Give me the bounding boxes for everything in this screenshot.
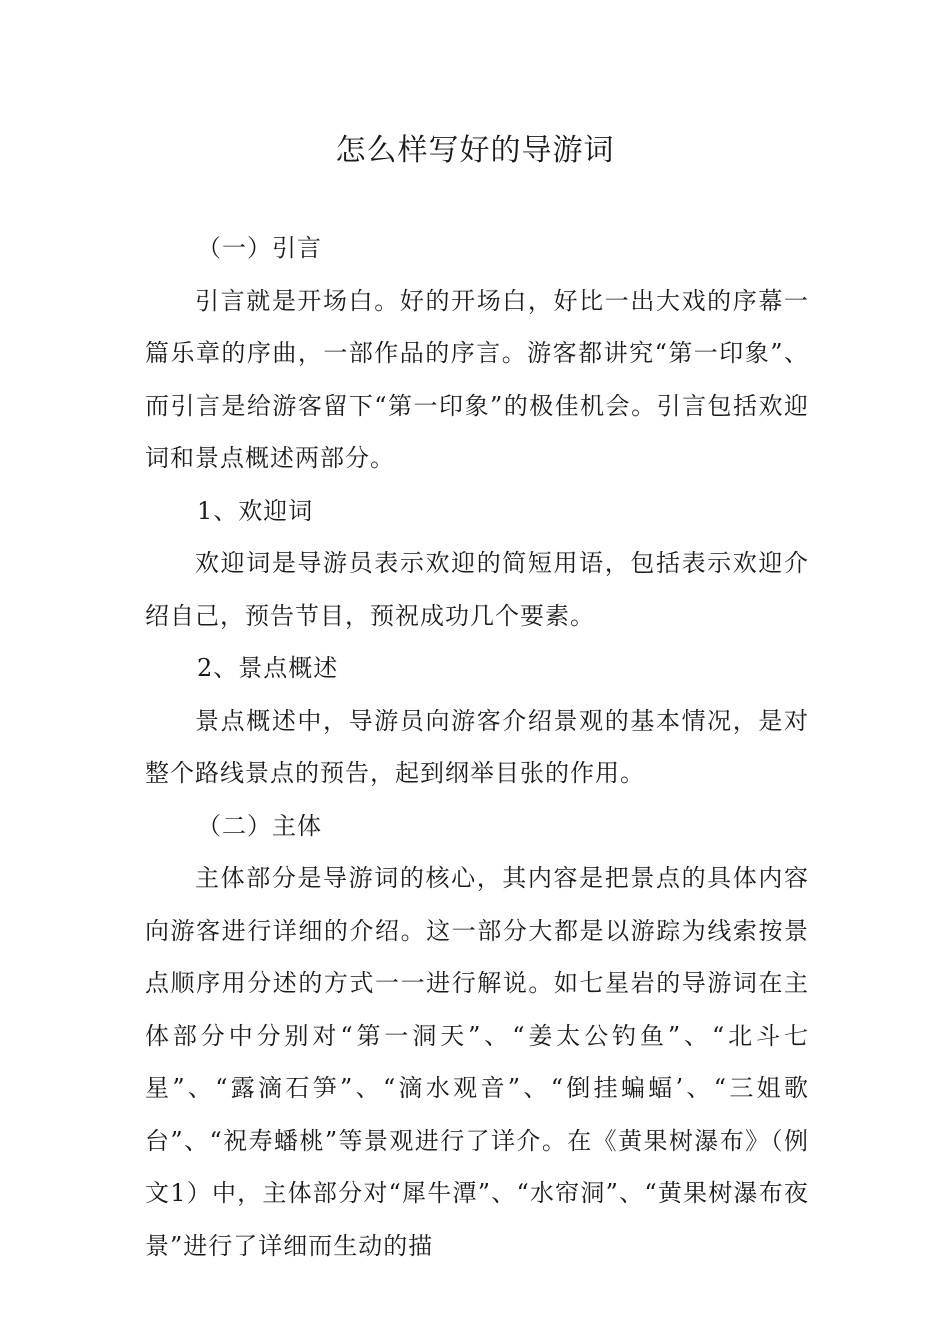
subheading-welcome: 1、欢迎词 xyxy=(197,496,314,525)
section-heading-main: （二）主体 xyxy=(197,811,322,840)
subheading-overview: 2、景点概述 xyxy=(197,654,339,682)
paragraph-main: 主体部分是导游词的核心，其内容是把景点的具体内容向游客进行详细的介绍。这一部分大都是以游踪为线索按景点顺序用分述的方式一一进行解说。如七星岩的导游词在主体部分中分别对“第一洞天”、“姜太公钓鱼”、“北斗七星”、“露滴石笋”、“滴水观音”、“倒挂蝙蝠’、“三姐歌台”、“祝寿蟠桃”等景观进行了详介。在《黄果树瀑布》（例文1）中，主体部分对“犀牛潭”、“水帘洞”、“黄果树瀑布夜景”进行了详细而生动的描 xyxy=(145,864,809,1260)
section-heading-intro: （一）引言 xyxy=(197,234,322,262)
document-title: 怎么样写好的导游词 xyxy=(335,133,615,168)
document-body xyxy=(145,222,809,1272)
paragraph-overview: 景点概述中，导游员向游客介绍景观的基本情况，是对整个路线景点的预告，起到纲举目张的作用。 xyxy=(145,706,809,787)
paragraph-welcome: 欢迎词是导游员表示欢迎的简短用语，包括表示欢迎介绍自己，预告节目，预祝成功几个要素。 xyxy=(145,549,809,630)
paragraph-intro: 引言就是开场白。好的开场白，好比一出大戏的序幕一篇乐章的序曲，一部作品的序言。游客都讲究“第一印象”、而引言是给游客留下“第一印象”的极佳机会。引言包括欢迎词和景点概述两部分。 xyxy=(145,286,809,472)
